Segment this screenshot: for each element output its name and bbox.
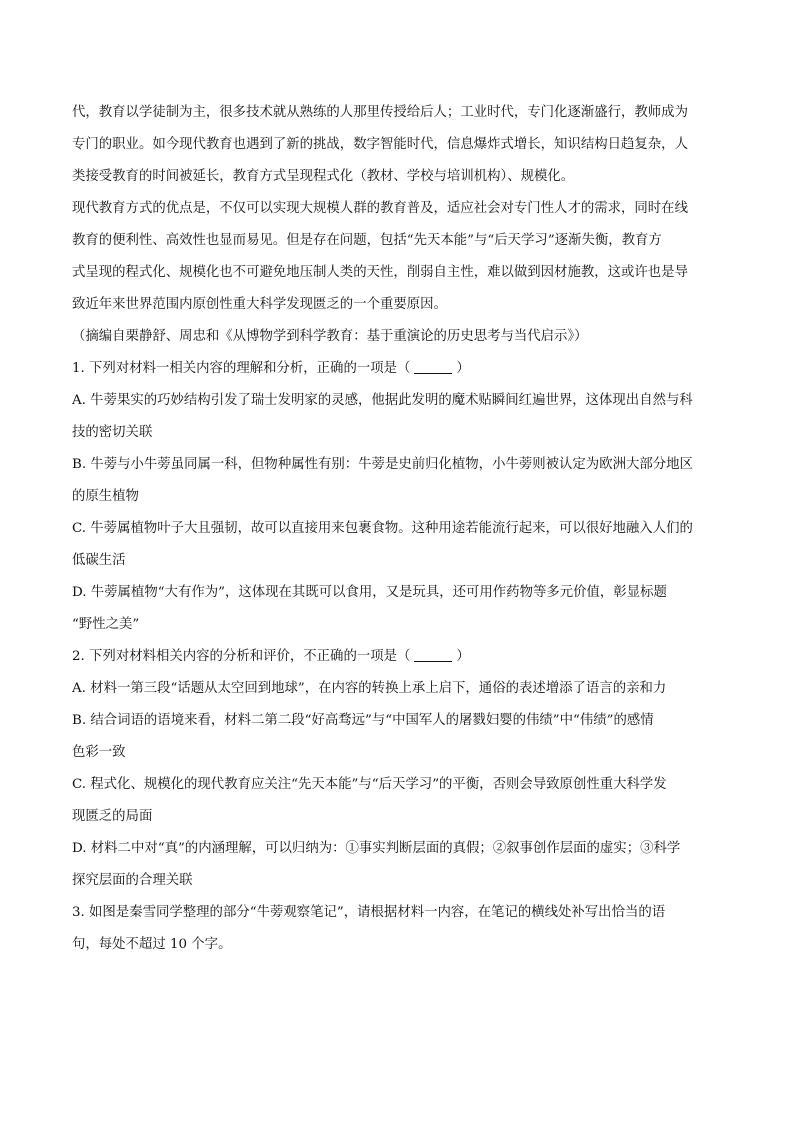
option-d: D. 材料二中对“真”的内涵理解，可以归纳为：①事实判断层面的真假；②叙事创作层面的虚实；③科学 [72,841,681,856]
option-c: C. 程式化、规模化的现代教育应关注“先天本能”与“后天学习”的平衡，否则会导致原创性重大科学发 [72,777,667,792]
option-b-cont: 色彩一致 [72,745,126,760]
option-b: B. 结合词语的语境来看，材料二第二段“好高骛远”与“中国军人的屠戮妇婴的伟绩”中“伟绩”的感情 [72,713,654,728]
option-c: C. 牛蒡属植物叶子大且强韧，故可以直接用来包裹食物。这种用途若能流行起来，可以很好地融入人们的 [72,521,693,536]
question-3-stem-cont: 句，每处不超过 10 个字。 [72,937,232,952]
text-line: 式呈现的程式化、规模化也不可避免地压制人类的天性，削弱自主性，难以做到因材施教，这或许也是导 [72,265,688,280]
source-citation: （摘编自栗静舒、周忠和《从博物学到科学教育：基于重演论的历史思考与当代启示》） [72,329,588,344]
text-line: 教育的便利性、高效性也显而易见。但是存在问题，包括“先天本能”与“后天学习”逐渐失衡，教育方 [72,233,662,248]
text-line: 现代教育方式的优点是，不仅可以实现大规模人群的教育普及，适应社会对专门性人才的需求，同时在线 [72,201,688,216]
text-line: 代，教育以学徒制为主，很多技术就从熟练的人那里传授给后人；工业时代，专门化逐渐盛行，教师成为 [72,105,688,120]
text-line: 专门的职业。如今现代教育也遇到了新的挑战，数字智能时代，信息爆炸式增长，知识结构日趋复杂，人 [72,137,688,152]
option-c-cont: 低碳生活 [72,553,126,568]
option-b: B. 牛蒡与小牛蒡虽同属一科，但物种属性有别：牛蒡是史前归化植物，小牛蒡则被认定为欧洲大部分地区 [72,457,693,472]
question-1-stem [72,353,722,385]
question-stem-text: 2. 下列对材料相关内容的分析和评价，不正确的一项是（ [72,649,411,664]
question-stem-end: ） [456,649,470,664]
question-stem-text: 1. 下列对材料一相关内容的理解和分析，正确的一项是（ [72,361,411,376]
option-a-cont: 技的密切关联 [72,425,153,440]
text-line: 类接受教育的时间被延长，教育方式呈现程式化（教材、学校与培训机构）、规模化。 [72,169,575,184]
option-d-cont: “野性之美” [72,617,140,632]
option-d: D. 牛蒡属植物“大有作为”，这体现在其既可以食用，又是玩具，还可用作药物等多元价值，彰显标题 [72,585,667,600]
option-a: A. 牛蒡果实的巧妙结构引发了瑞士发明家的灵感，他据此发明的魔术贴瞬间红遍世界，这体现出自然与科 [72,393,693,408]
text-line: 致近年来世界范围内原创性重大科学发现匮乏的一个重要原因。 [72,297,447,312]
answer-blank[interactable] [414,359,452,374]
option-d-cont: 探究层面的合理关联 [72,873,193,888]
document-body [72,97,722,961]
answer-blank[interactable] [414,647,452,662]
option-a: A. 材料一第三段“话题从太空回到地球”，在内容的转换上承上启下，通俗的表述增添了语言的亲和力 [72,681,667,696]
question-stem-end: ） [456,361,470,376]
question-2-stem [72,641,722,673]
option-b-cont: 的原生植物 [72,489,139,504]
question-3-stem: 3. 如图是秦雪同学整理的部分“牛蒡观察笔记”，请根据材料一内容，在笔记的横线处补写出恰当的语 [72,905,666,920]
option-c-cont: 现匮乏的局面 [72,809,153,824]
